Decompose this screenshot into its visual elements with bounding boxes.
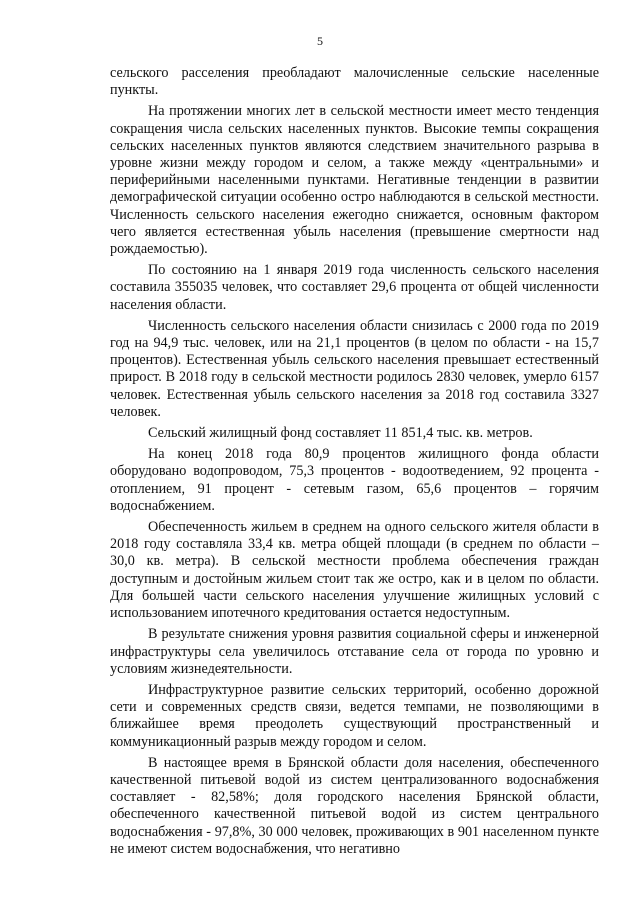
paragraph-continuation: сельского расселения преобладают малочисленные сельские населенные пункты. <box>110 65 599 99</box>
paragraph-infrastructure: Инфраструктурное развитие сельских территорий, особенно дорожной сети и современных средств связи, ведется темпами, не позволяющими в ближайшее время преодолеть существующий пространственный и коммуникационный разрыв между городом и селом. <box>110 681 599 750</box>
paragraph-population-2019: По состоянию на 1 января 2019 года численность сельского населения составила 355035 человек, что составляет 29,6 процента от общей численности населения области. <box>110 262 599 313</box>
document-body <box>110 65 599 862</box>
paragraph-water-supply: В настоящее время в Брянской области доля населения, обеспеченного качественной питьевой водой из систем централизованного водоснабжения составляет - 82,58%; доля городского населения Брянской области, обеспеченного качественной питьевой водой из систем центрального водоснабжения - 97,8%, 30 000 человек, проживающих в 901 населенном пункте не имеют систем водоснабжения, что негативно <box>110 754 599 857</box>
paragraph-population-decline: Численность сельского населения области снизилась с 2000 года по 2019 год на 94,9 тыс. человек, или на 21,1 процентов (в целом по области - на 15,7 процентов). Естественная убыль сельского населения превышает естественный прирост. В 2018 году в сельской местности родилось 2830 человек, умерло 6157 человек. Естественная убыль сельского населения за 2018 год составила 3327 человек. <box>110 317 599 420</box>
paragraph-settlement-reduction: На протяжении многих лет в сельской местности имеет место тенденция сокращения числа сельских населенных пунктов. Высокие темпы сокращения сельских населенных пунктов являются следствием значительного разрыва в уровне жизни между городом и селом, а также между «центральными» и периферийными населенными пунктами. Негативные тенденции в развитии демографической ситуации особенно остро наблюдаются в сельской местности. Численность сельского населения ежегодно снижается, основным фактором чего является естественная убыль населения (превышение смертности над рождаемостью). <box>110 103 599 258</box>
paragraph-housing-equipment: На конец 2018 года 80,9 процентов жилищного фонда области оборудовано водопроводом, 75,3 процентов - водоотведением, 92 процента - отоплением, 91 процент - сетевым газом, 65,6 процентов – горячим водоснабжением. <box>110 446 599 514</box>
page-number: 5 <box>317 34 323 48</box>
paragraph-housing-fund: Сельский жилищный фонд составляет 11 851,4 тыс. кв. метров. <box>148 425 533 442</box>
paragraph-social-sphere: В результате снижения уровня развития социальной сферы и инженерной инфраструктуры села увеличилось отставание села от города по уровню и условиям жизнедеятельности. <box>110 626 599 677</box>
paragraph-housing-provision: Обеспеченность жильем в среднем на одного сельского жителя области в 2018 году составляла 33,4 кв. метра общей площади (в среднем по области – 30,0 кв. метра). В сельской местности проблема обеспечения граждан доступным и достойным жильем стоит так же остро, как и в целом по области. Для большей части сельского населения улучшение жилищных условий с использованием ипотечного кредитования остается недоступным. <box>110 519 599 622</box>
